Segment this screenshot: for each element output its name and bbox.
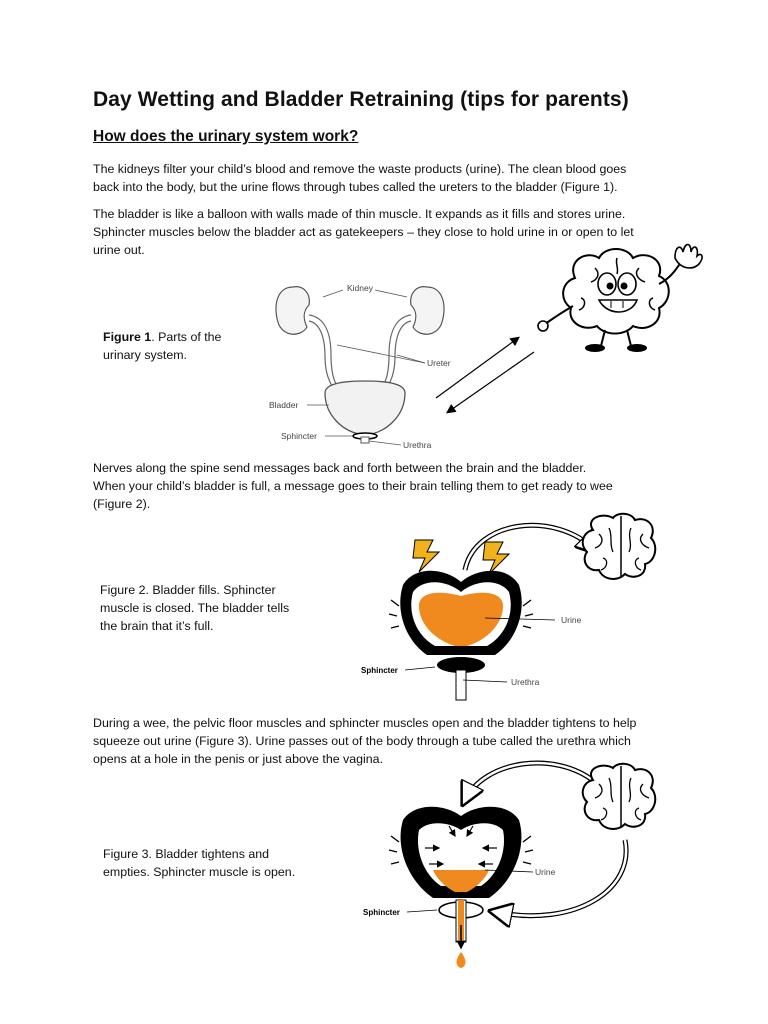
figure1-caption-rest: . Parts of the xyxy=(151,330,222,344)
bladder-shape xyxy=(325,381,405,435)
text-line: The kidneys filter your child’s blood and remove the waste products (urine). The clean blood goes xyxy=(93,162,627,176)
label-urine: Urine xyxy=(535,867,556,877)
label-sphincter: Sphincter xyxy=(363,908,400,917)
text-line: Sphincter muscles below the bladder act as gatekeepers – they close to hold urine in or open to let xyxy=(93,225,634,239)
text-line: squeeze out urine (Figure 3). Urine passes out of the body through a tube called the urethra which xyxy=(93,734,631,748)
bladder-emptying-diagram xyxy=(355,750,675,980)
label-urine: Urine xyxy=(561,615,582,625)
label-urethra: Urethra xyxy=(403,440,432,450)
cartoon-brain-icon xyxy=(535,238,705,358)
paragraph-kidneys xyxy=(93,160,693,196)
left-ureter xyxy=(309,315,343,393)
right-kidney xyxy=(411,287,444,335)
text-line: (Figure 2). xyxy=(93,497,151,511)
brain-icon xyxy=(583,764,656,829)
label-sphincter: Sphincter xyxy=(361,666,398,675)
urine-drop-icon xyxy=(457,952,466,968)
text-line: The bladder is like a balloon with walls made of thin muscle. It expands as it fills and stores urine. xyxy=(93,207,626,221)
figure1-caption-line2: urinary system. xyxy=(103,348,187,362)
text-line: Nerves along the spine send messages back and forth between the brain and the bladder. xyxy=(93,461,587,475)
figure3-caption-line1: Figure 3. Bladder tightens and xyxy=(103,847,270,861)
label-kidney: Kidney xyxy=(347,283,373,293)
figure3-caption xyxy=(103,845,323,881)
text-line: opens at a hole in the penis or just above the vagina. xyxy=(93,752,384,766)
arrow-up-icon xyxy=(436,338,518,398)
text-line: During a wee, the pelvic floor muscles and sphincter muscles open and the bladder tightens to help xyxy=(93,716,637,730)
label-sphincter: Sphincter xyxy=(281,431,317,441)
figure2-caption-line3: the brain that it’s full. xyxy=(100,619,214,633)
figure2-caption xyxy=(100,581,310,635)
figure2-caption-line1: Figure 2. Bladder fills. Sphincter xyxy=(100,583,276,597)
curved-arrow-icon xyxy=(465,763,595,800)
arrow-down-icon xyxy=(448,352,534,412)
text-line: urine out. xyxy=(93,243,145,257)
figure1-caption-bold: Figure 1 xyxy=(103,330,152,344)
left-kidney xyxy=(276,287,309,335)
figure3-caption-line2: empties. Sphincter muscle is open. xyxy=(103,865,296,879)
lightning-icon xyxy=(413,540,439,572)
text-line: When your child’s bladder is full, a message goes to their brain telling them to get ready to wee xyxy=(93,479,613,493)
urethra-tube xyxy=(361,437,369,443)
message-arrows xyxy=(430,330,540,420)
paragraph-nerves xyxy=(93,459,693,513)
bladder-full-diagram xyxy=(355,510,675,705)
figure2-caption-line2: muscle is closed. The bladder tells xyxy=(100,601,290,615)
page-title: Day Wetting and Bladder Retraining (tips for parents) xyxy=(93,88,629,111)
brain-icon xyxy=(583,514,656,579)
label-bladder: Bladder xyxy=(269,400,299,410)
figure1-caption xyxy=(103,328,253,364)
lightning-icon xyxy=(483,542,509,574)
section-heading: How does the urinary system work? xyxy=(93,128,359,145)
text-line: back into the body, but the urine flows through tubes called the ureters to the bladder (Figure 1). xyxy=(93,180,618,194)
label-ureter: Ureter xyxy=(427,358,451,368)
label-urethra: Urethra xyxy=(511,677,540,687)
